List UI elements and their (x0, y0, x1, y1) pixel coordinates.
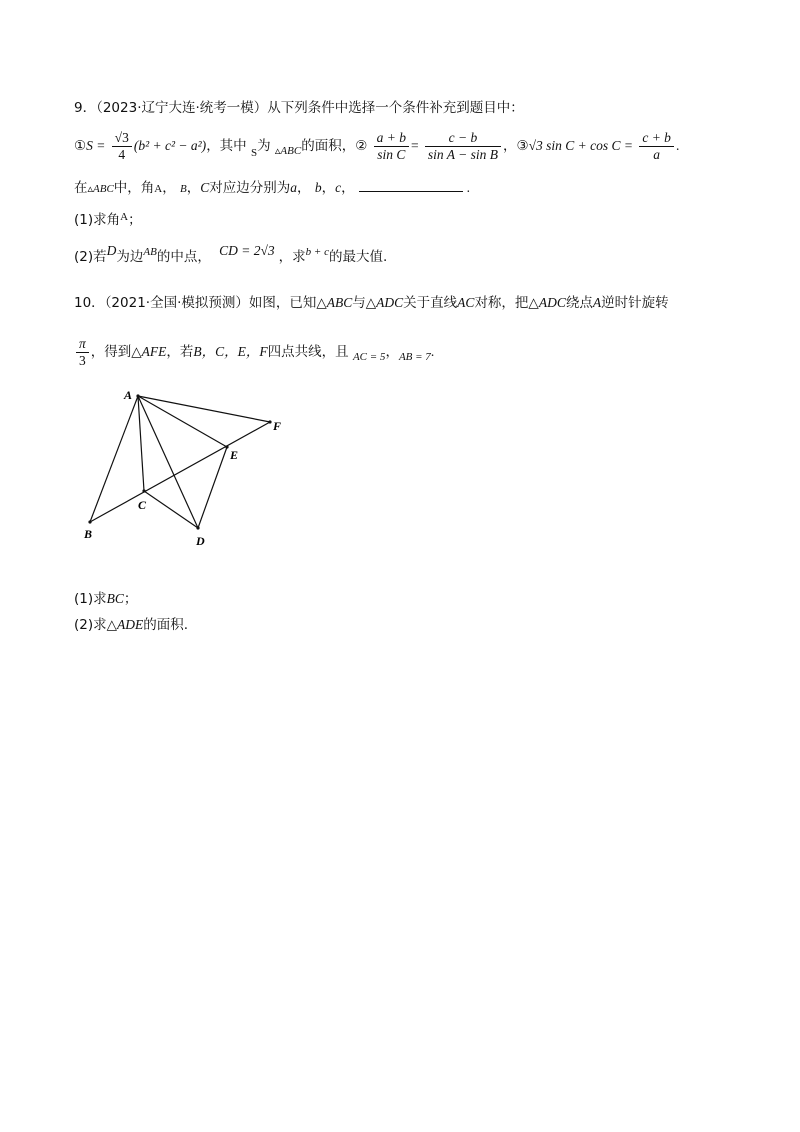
q10-text4: 对称，把△ (474, 295, 539, 311)
q10-part2-ade: ADE (117, 617, 144, 632)
setup-B: B (180, 183, 187, 195)
q10-part1 (74, 590, 137, 608)
q10-ab-val: AB = 7 (398, 351, 431, 363)
q10-text2: 与△ (352, 295, 377, 311)
q9-part2-a: (2)若 (74, 249, 107, 265)
label-b: B (84, 527, 93, 541)
cond2-marker: ② (355, 138, 368, 154)
setup-a: a (290, 180, 298, 195)
q10-header (74, 294, 669, 312)
setup-sep4: ， (321, 180, 336, 196)
q9-part2-D: D (106, 243, 117, 258)
cond1-den: 4 (118, 147, 126, 162)
q9-part1-end: ； (128, 212, 142, 228)
cond2-eq: = (410, 138, 419, 153)
q10-adc: ADC (376, 295, 404, 310)
q9-source: （2023·辽宁大连·统考一模） (96, 100, 268, 116)
setup-tri: ▵ABC (87, 183, 114, 195)
point-e (225, 445, 228, 448)
q9-part2-bc: b + c (305, 246, 329, 258)
segment-ac (138, 396, 144, 491)
q9-part2-AB: AB (143, 246, 157, 258)
segment-bf (90, 422, 270, 522)
setup-b: b (314, 180, 322, 195)
cond2-right-fraction (425, 130, 501, 163)
q9-part1 (74, 211, 142, 230)
cond3-num: c + b (639, 130, 674, 147)
setup-end: . (466, 180, 470, 195)
q10-abc: ABC (326, 295, 353, 310)
setup-C: C (200, 180, 210, 195)
cond3-fraction (639, 130, 674, 163)
cond3-lhs: √3 sin C + cos C = (528, 138, 634, 153)
q9-header (74, 99, 524, 117)
segment-ab (90, 396, 138, 522)
cond2-lden: sin C (377, 147, 406, 162)
cond2-left-fraction (374, 130, 409, 163)
answer-blank[interactable] (359, 179, 463, 192)
q10-adc2: ADC (538, 295, 566, 310)
segment-ae (138, 396, 227, 447)
cond1-num: √3 (112, 130, 132, 147)
q10-dot: . (430, 344, 435, 359)
point-d (196, 526, 199, 529)
cond1-marker: ① (74, 138, 87, 154)
q9-conditions (74, 128, 679, 166)
q9-part2 (74, 243, 388, 267)
pi-num: π (76, 336, 89, 353)
cond1-area: 的面积， (301, 138, 356, 154)
setup-text2: 对应边分别为 (209, 180, 291, 196)
q9-part2-b: 为边 (116, 249, 144, 265)
q10-text1: 如图，已知△ (248, 295, 327, 311)
q9-part1-text: (1)求角 (74, 212, 121, 228)
setup-c: c (335, 180, 342, 195)
q9-part2-c: 的中点， (156, 249, 211, 265)
point-b (88, 520, 91, 523)
cond1-fraction (112, 130, 132, 163)
q10-text6: 逆时针旋转 (601, 295, 669, 311)
cond3-den: a (653, 147, 660, 162)
q10-number: 10． (74, 295, 105, 311)
q10-a: A (592, 295, 602, 310)
q10-text5: 绕点 (565, 295, 593, 311)
q10-text3: 关于直线 (403, 295, 458, 311)
cond2-rnum: c − b (425, 130, 501, 147)
setup-text1: 中，角 (113, 180, 155, 196)
cond3-end: . (675, 138, 680, 153)
setup-sep1: ， (162, 180, 176, 196)
q9-part2-CD: CD = 2√3 (219, 243, 275, 258)
q10-comma: ， (385, 344, 399, 360)
cond1-wei: 为 (257, 138, 271, 154)
segment-af (138, 396, 270, 422)
q10-text9: 四点共线，且 (267, 344, 349, 360)
pi-den: 3 (79, 353, 86, 368)
label-e: E (230, 448, 239, 462)
q10-afe: AFE (141, 344, 167, 359)
q10-ac: AC (457, 295, 475, 310)
setup-A: A (154, 183, 163, 195)
segment-ad (138, 396, 198, 528)
q10-text7: ，得到△ (90, 344, 142, 360)
q9-setup (74, 179, 470, 198)
cond2-rden: sin A − sin B (427, 147, 499, 162)
q10-ac-val: AC = 5 (352, 351, 386, 363)
q10-part1-bc: BC (106, 591, 124, 606)
q10-line2 (74, 334, 434, 372)
pi-over-3 (76, 336, 89, 369)
cond1-expr: (b² + c² − a²) (133, 138, 207, 153)
q9-number: 9． (74, 100, 97, 116)
cond1-s2: S (250, 147, 258, 159)
q9-part2-e: 的最大值. (328, 249, 388, 265)
label-d: D (196, 534, 205, 548)
q10-points: B，C，E，F (193, 344, 268, 359)
q9-intro: 从下列条件中选择一个条件补充到题目中： (267, 100, 524, 116)
q9-part1-A: A (120, 211, 129, 223)
q9-part2-d: ，求 (278, 249, 306, 265)
q10-part2-end: 的面积. (143, 617, 189, 633)
point-c (142, 489, 145, 492)
cond3-marker: ，③ (503, 138, 529, 154)
setup-pre: 在 (74, 180, 88, 196)
q10-text8: ，若 (166, 344, 194, 360)
setup-sep2: ， (186, 180, 201, 196)
cond2-lnum: a + b (374, 130, 409, 147)
q10-part1-text: (1)求 (74, 591, 107, 607)
cond1-s: S = (86, 138, 106, 153)
label-a: A (124, 388, 133, 402)
point-a (136, 394, 139, 397)
cond1-tri: ▵ABC (274, 145, 302, 157)
label-c: C (138, 498, 147, 512)
cond1-text: ，其中 (206, 138, 247, 154)
q10-part2 (74, 616, 188, 634)
q10-part1-end: ； (123, 591, 138, 607)
point-f (268, 420, 271, 423)
setup-sep5: ， (341, 180, 355, 196)
setup-sep3: ， (297, 180, 311, 196)
q10-part2-text: (2)求△ (74, 617, 118, 633)
geometry-figure (80, 385, 300, 555)
q10-source: （2021·全国·模拟预测） (104, 295, 249, 311)
label-f: F (273, 419, 282, 433)
